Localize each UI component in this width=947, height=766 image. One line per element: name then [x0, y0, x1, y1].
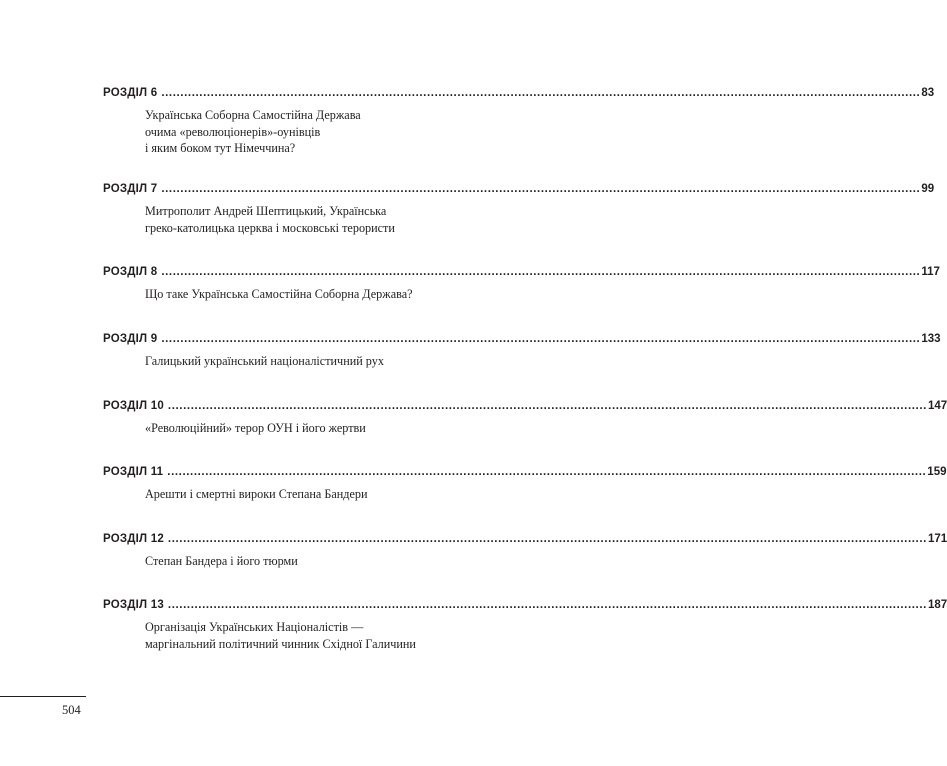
toc-entry-header	[103, 265, 940, 279]
toc-entry-header	[103, 532, 947, 546]
chapter-title-line: Галицький український націоналістичний рух	[145, 354, 384, 368]
toc-entry-header	[103, 182, 935, 196]
page-number: 117	[921, 266, 940, 278]
chapter-title-line: і яким боком тут Німеччина?	[145, 141, 296, 155]
chapter-label: РОЗДІЛ 6	[103, 87, 158, 99]
leader-dots: ........................................................................................................................................................................................................	[167, 533, 927, 545]
footer-rule	[0, 696, 86, 697]
toc-entry-chapter-8[interactable]	[103, 265, 940, 303]
toc-entry-chapter-11[interactable]	[103, 465, 947, 503]
toc-entry-header	[103, 598, 947, 612]
toc-entry-header	[103, 332, 941, 346]
toc-entry-chapter-6[interactable]	[103, 86, 935, 157]
chapter-title-line: «Революційний» терор ОУН і його жертви	[145, 421, 366, 435]
leader-dots: ........................................................................................................................................................................................................	[167, 599, 927, 611]
chapter-title	[145, 420, 443, 437]
chapter-title-line: Арешти і смертні вироки Степана Бандери	[145, 487, 368, 501]
page-number: 133	[921, 333, 941, 345]
chapter-title	[145, 486, 443, 503]
chapter-label: РОЗДІЛ 8	[103, 266, 158, 278]
toc-entry-header	[103, 86, 935, 100]
chapter-title	[145, 353, 443, 370]
chapter-title	[145, 203, 443, 236]
page-number: 159	[927, 466, 947, 478]
chapter-title-line: очима «революціонерів»-оунівців	[145, 124, 321, 139]
chapter-title-line: Що таке Українська Самостійна Соборна Держава?	[145, 287, 413, 301]
chapter-title-line: Степан Бандера і його тюрми	[145, 554, 298, 568]
toc-entry-header	[103, 399, 947, 413]
chapter-label: РОЗДІЛ 7	[103, 183, 158, 195]
chapter-label: РОЗДІЛ 9	[103, 333, 158, 345]
chapter-label: РОЗДІЛ 11	[103, 466, 164, 478]
chapter-title-line: маргінальний політичний чинник Східної Галичини	[145, 636, 416, 651]
toc-entry-chapter-10[interactable]	[103, 399, 947, 437]
chapter-title-line: Організація Українських Націоналістів —	[145, 620, 364, 634]
page-number: 187	[927, 599, 947, 611]
leader-dots: ........................................................................................................................................................................................................	[167, 466, 927, 478]
chapter-title	[145, 619, 443, 652]
toc-entry-chapter-9[interactable]	[103, 332, 941, 370]
chapter-label: РОЗДІЛ 13	[103, 599, 164, 611]
page-number: 147	[927, 400, 947, 412]
page-number: 83	[921, 87, 935, 99]
chapter-title	[145, 107, 443, 157]
toc-entry-chapter-12[interactable]	[103, 532, 947, 570]
leader-dots: ........................................................................................................................................................................................................	[167, 400, 927, 412]
chapter-title-line: Українська Соборна Самостійна Держава	[145, 108, 361, 122]
chapter-title	[145, 286, 443, 303]
toc-entry-header	[103, 465, 947, 479]
chapter-title-line: Митрополит Андрей Шептицький, Українська	[145, 204, 387, 218]
leader-dots: ........................................................................................................................................................................................................	[161, 183, 921, 195]
chapter-label: РОЗДІЛ 12	[103, 533, 164, 545]
leader-dots: ........................................................................................................................................................................................................	[161, 333, 921, 345]
leader-dots: ........................................................................................................................................................................................................	[161, 87, 921, 99]
toc-entry-chapter-7[interactable]	[103, 182, 935, 236]
chapter-label: РОЗДІЛ 10	[103, 400, 164, 412]
toc-entry-chapter-13[interactable]	[103, 598, 947, 652]
page-number: 99	[921, 183, 935, 195]
leader-dots: ........................................................................................................................................................................................................	[161, 266, 921, 278]
chapter-title	[145, 553, 443, 570]
chapter-title-line: греко-католицька церква і московські терористи	[145, 220, 395, 235]
page-number: 171	[927, 533, 947, 545]
folio-page-number: 504	[62, 703, 81, 717]
